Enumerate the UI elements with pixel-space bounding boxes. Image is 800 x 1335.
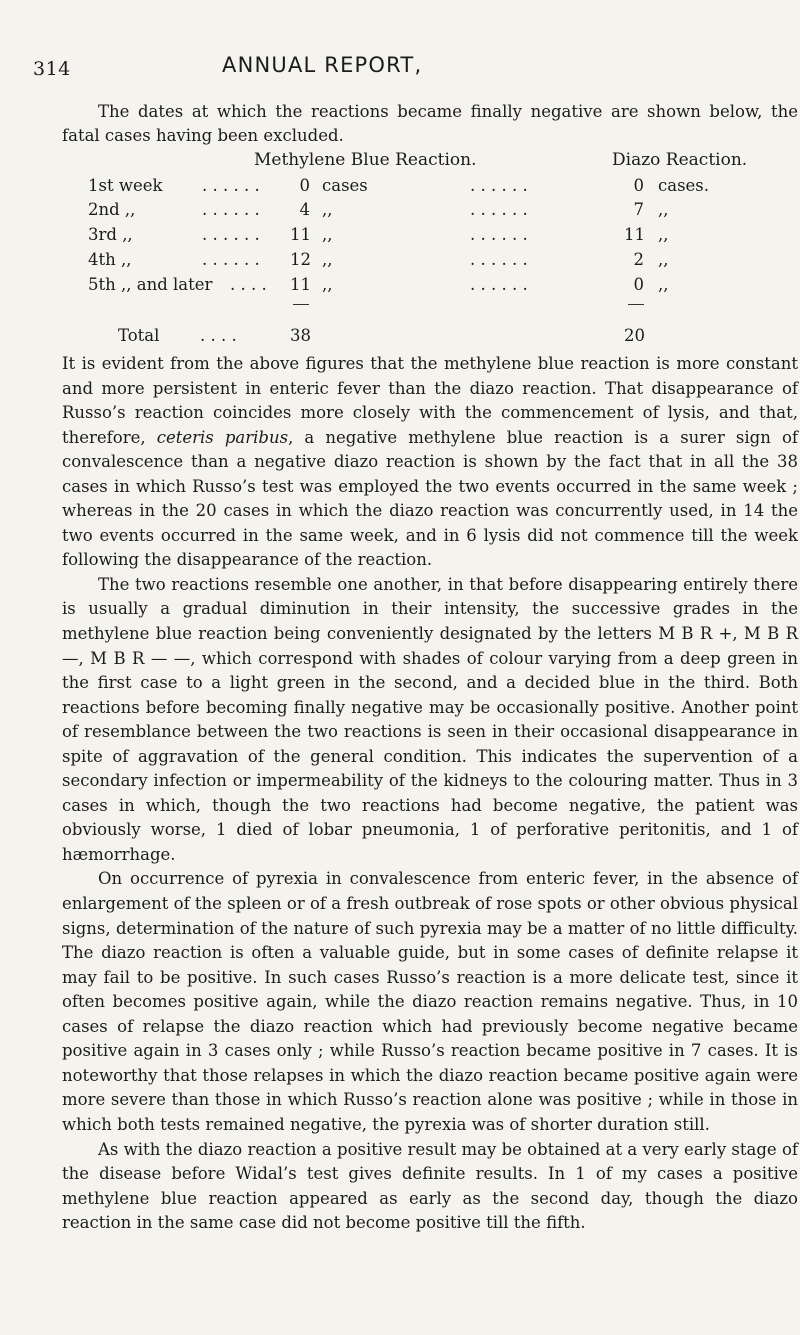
row-week-label: 1st week — [88, 176, 163, 195]
methylene-unit: ,, — [322, 250, 333, 269]
row-week-label: 4th ,, — [88, 250, 132, 269]
body-text — [62, 352, 798, 1236]
diazo-value: 11 — [624, 225, 645, 244]
methylene-value: 4 — [299, 200, 310, 219]
row-leader-dots: . . . . . . — [202, 225, 260, 244]
diazo-unit: ,, — [658, 275, 669, 294]
methylene-value: 12 — [290, 250, 311, 269]
row-leader-dots: . . . . . . — [470, 200, 528, 219]
methylene-value: 0 — [299, 176, 310, 195]
row-week-label: 3rd ,, — [88, 225, 133, 244]
sum-rule — [293, 304, 309, 305]
methylene-unit: ,, — [322, 225, 333, 244]
methylene-column-header: Methylene Blue Reaction. — [254, 150, 477, 170]
intro-paragraph: The dates at which the reactions became finally negative are shown below, the fatal cases having been excluded. — [62, 102, 798, 145]
diazo-unit: cases. — [658, 176, 710, 195]
methylene-total: 38 — [290, 326, 311, 345]
row-leader-dots: . . . . . . — [202, 176, 260, 195]
paragraph: On occurrence of pyrexia in convalescence from enteric fever, in the absence of enlargement of the spleen or of a fresh outbreak of rose spots or other obvious physical signs, determination of the nature of such pyrexia may be a matter of no little difficulty. The diazo reaction is often a valuable guide, but in some cases of definite relapse it may fail to be positive. In such cases Russo’s reaction is a more delicate test, since it often becomes positive again, while the diazo reaction remains negative. Thus, in 10 cases of relapse the diazo reaction which had previously become negative became positive again in 3 cases only ; while Russo’s reaction became positive in 7 cases. It is noteworthy that those relapses in which the diazo reaction became positive again were more severe than those in which Russo’s reaction alone was positive ; while in those in which both tests remained negative, the pyrexia was of shorter duration still. — [62, 869, 798, 1134]
row-week-label: 2nd ,, — [88, 200, 136, 219]
total-label: Total — [118, 326, 160, 345]
running-title: ANNUAL REPORT, — [222, 53, 423, 77]
diazo-unit: ,, — [658, 200, 669, 219]
diazo-column-header: Diazo Reaction. — [612, 150, 748, 170]
paragraph: It is evident from the above figures that the methylene blue reaction is more constant and more persistent in enteric fever than the diazo reaction. That disappearance of Russo’s reaction coincides more closely with the commencement of lysis, and that, therefore, ceteris paribus, a negative methylene blue reaction is a surer sign of convalescence than a negative diazo reaction is shown by the fact that in all the 38 cases in which Russo’s test was employed the two events occurred in the same week ; whereas in the 20 cases in which the diazo reaction was concurrently used, in 14 the two events occurred in the same week, and in 6 lysis did not commence till the week following the disappearance of the reaction. — [62, 354, 799, 570]
row-leader-dots: . . . . . . — [202, 250, 260, 269]
diazo-unit: ,, — [658, 250, 669, 269]
diazo-value: 2 — [633, 250, 644, 269]
row-week-label: 5th ,, and later — [88, 275, 213, 294]
methylene-unit: ,, — [322, 275, 333, 294]
diazo-value: 0 — [633, 176, 644, 195]
row-leader-dots: . . . . . . — [470, 275, 528, 294]
diazo-value: 7 — [633, 200, 644, 219]
methylene-value: 11 — [290, 225, 311, 244]
methylene-unit: cases — [322, 176, 368, 195]
row-leader-dots: . . . . . . — [470, 176, 528, 195]
sum-rule — [628, 304, 644, 305]
row-leader-dots: . . . . . . — [202, 200, 260, 219]
diazo-total: 20 — [624, 326, 645, 345]
page-number: 314 — [33, 58, 71, 80]
reaction-table — [0, 0, 800, 400]
methylene-value: 11 — [290, 275, 311, 294]
row-leader-dots: . . . . . . — [470, 250, 528, 269]
row-leader-dots: . . . . . . — [470, 225, 528, 244]
row-leader-dots: . . . . — [200, 326, 237, 345]
diazo-unit: ,, — [658, 225, 669, 244]
paragraph: As with the diazo reaction a positive result may be obtained at a very early stage of the disease before Widal’s test gives definite results. In 1 of my cases a positive methylene blue reaction appeared as early as the second day, though the diazo reaction in the same case did not become positive till the fifth. — [62, 1139, 798, 1233]
latin-phrase: ceteris paribus — [156, 427, 289, 447]
methylene-unit: ,, — [322, 200, 333, 219]
paragraph: The two reactions resemble one another, in that before disappearing entirely there is usually a gradual diminution in their intensity, the successive grades in the methylene blue reaction being conveniently designated by the letters M B R +, M B R —, M B R — —, which correspond with shades of colour varying from a deep green in the first case to a light green in the second, and a decided blue in the third. Both reactions before becoming finally negative may be occasionally positive. Another point of resemblance between the two reactions is seen in their occasional disappearance in spite of aggravation of the general condition. This indicates the supervention of a secondary infection or impermeability of the kidneys to the colouring matter. Thus in 3 cases in which, though the two reactions had become negative, the patient was obviously worse, 1 died of lobar pneumonia, 1 of perforative peritonitis, and 1 of hæmorrhage. — [62, 574, 798, 864]
diazo-value: 0 — [633, 275, 644, 294]
row-leader-dots: . . . . — [230, 275, 267, 294]
